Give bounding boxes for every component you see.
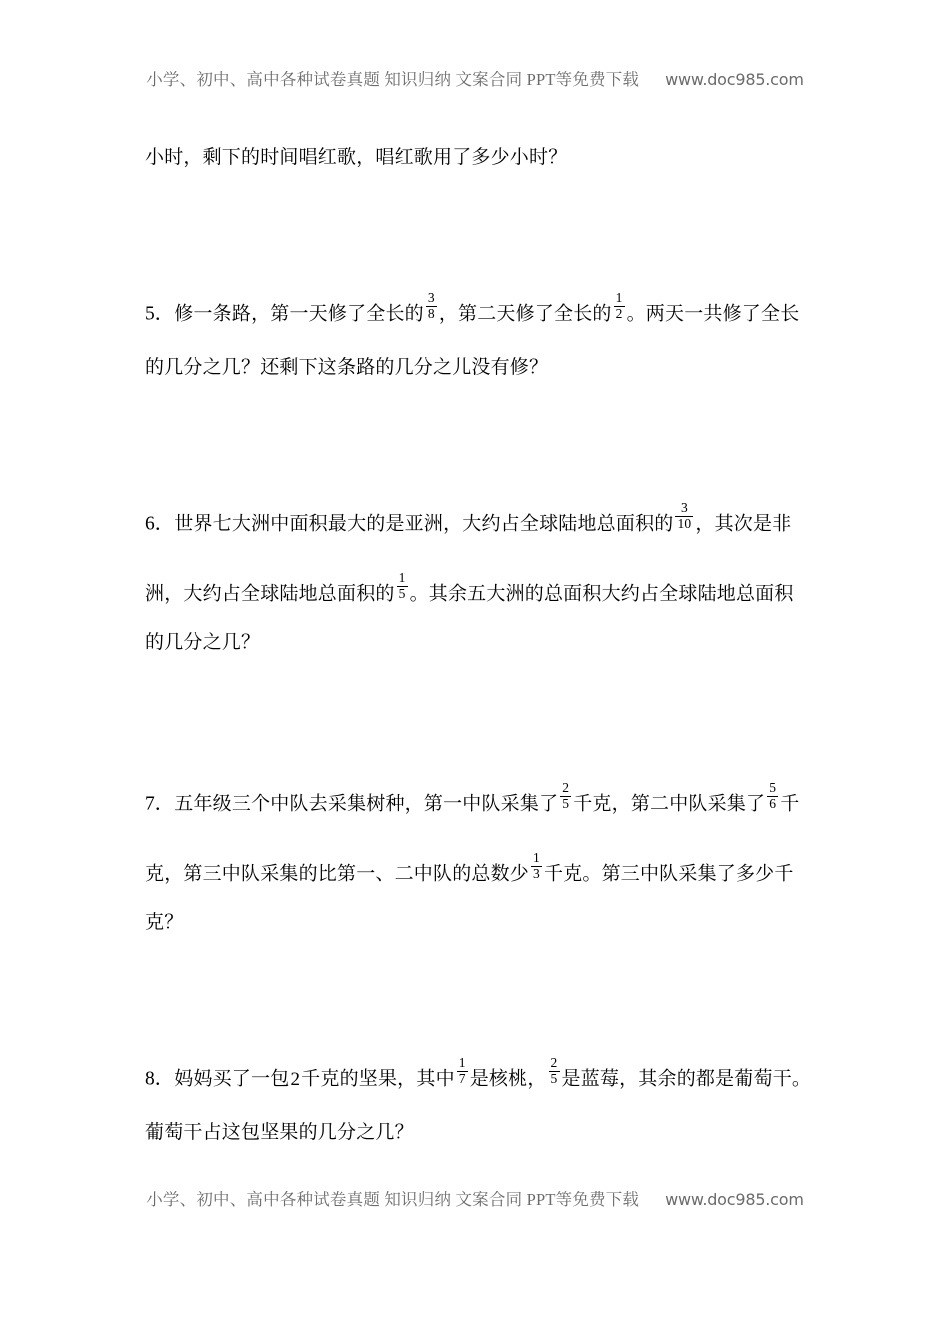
text-run: 葡萄干占这包坚果的几分之几？ bbox=[145, 1121, 414, 1143]
fraction-denominator: 6 bbox=[769, 796, 777, 812]
fraction-denominator: 8 bbox=[427, 306, 435, 322]
fraction-numerator: 3 bbox=[680, 500, 688, 516]
fraction bbox=[614, 291, 625, 321]
text-run: 修一条路，第一天修了全长的 bbox=[174, 302, 424, 325]
fraction-numerator: 1 bbox=[533, 850, 540, 866]
fraction bbox=[397, 571, 408, 601]
question-line bbox=[145, 850, 813, 890]
text-run: 千克。第三中队采集了多少千 bbox=[543, 862, 794, 885]
fraction-denominator: 2 bbox=[615, 306, 623, 322]
footer-watermark bbox=[0, 1186, 950, 1210]
fraction bbox=[560, 781, 571, 811]
fraction-numerator: 2 bbox=[550, 1055, 558, 1071]
text-run: 世界七大洲中面积最大的是亚洲，大约占全球陆地总面积的 bbox=[174, 512, 674, 535]
text-run: ，第二天修了全长的 bbox=[438, 302, 612, 325]
text-run: 的几分之几？还剩下这条路的几分之儿没有修？ bbox=[145, 356, 549, 378]
text-run: 五年级三个中队去采集树种，第一中队采集了 bbox=[174, 792, 559, 815]
text-run: 妈妈买了一包 bbox=[174, 1067, 290, 1090]
text-run: 千克的坚果，其中 bbox=[301, 1067, 455, 1090]
text-run: 是蓝莓，其余的都是葡萄干。 bbox=[561, 1067, 812, 1090]
question-line bbox=[145, 907, 813, 938]
watermark-text: 小学、初中、高中各种试卷真题 知识归纳 文案合同 PPT等免费下载 bbox=[146, 70, 640, 89]
header-watermark bbox=[0, 66, 950, 90]
fraction-denominator: 5 bbox=[398, 586, 406, 602]
fraction-numerator: 5 bbox=[769, 780, 777, 796]
fraction bbox=[675, 501, 693, 531]
fraction bbox=[767, 781, 778, 811]
text-run: 克？ bbox=[145, 911, 184, 933]
fraction-denominator: 5 bbox=[562, 796, 570, 812]
fraction-denominator: 5 bbox=[550, 1071, 558, 1087]
question-line bbox=[145, 290, 813, 330]
question-number: 8． bbox=[145, 1068, 175, 1090]
question-number: 7． bbox=[145, 793, 175, 815]
fraction-numerator: 1 bbox=[398, 570, 406, 586]
watermark-text: 小学、初中、高中各种试卷真题 知识归纳 文案合同 PPT等免费下载 bbox=[146, 1190, 640, 1209]
text-run: 。两天一共修了全长 bbox=[626, 302, 800, 325]
watermark-url: www.doc985.com bbox=[665, 1190, 804, 1209]
fraction-denominator: 7 bbox=[458, 1071, 466, 1087]
fraction-numerator: 3 bbox=[427, 290, 435, 306]
text-run: 千 bbox=[780, 792, 800, 815]
question-number: 6． bbox=[145, 513, 175, 535]
question-line bbox=[145, 352, 813, 383]
question-line bbox=[145, 627, 813, 658]
inline-number: 2 bbox=[290, 1068, 301, 1090]
text-run: 。其余五大洲的总面积大约占全球陆地总面积 bbox=[409, 582, 794, 605]
question-line bbox=[145, 570, 813, 610]
fraction-denominator: 3 bbox=[533, 866, 540, 882]
fraction-numerator: 1 bbox=[458, 1055, 466, 1071]
question-number: 5． bbox=[145, 303, 175, 325]
question-line bbox=[145, 1055, 813, 1095]
question-line bbox=[145, 1117, 813, 1148]
text-run: 千克，第二中队采集了 bbox=[573, 792, 766, 815]
fraction-numerator: 2 bbox=[562, 780, 570, 796]
fraction bbox=[426, 291, 437, 321]
text-run: 克，第三中队采集的比第一、二中队的总数少 bbox=[145, 862, 530, 885]
question-line bbox=[145, 780, 813, 820]
fraction bbox=[531, 851, 542, 881]
text-run: 小时，剩下的时间唱红歌，唱红歌用了多少小时？ bbox=[145, 146, 568, 168]
question-line bbox=[145, 500, 813, 540]
fraction-numerator: 1 bbox=[615, 290, 623, 306]
fraction-denominator: 10 bbox=[677, 516, 692, 532]
fraction bbox=[457, 1056, 468, 1086]
text-run: 是核桃， bbox=[469, 1067, 547, 1090]
fraction bbox=[549, 1056, 560, 1086]
text-run: ，其次是非 bbox=[695, 512, 792, 535]
continuation-line bbox=[145, 142, 813, 173]
watermark-url: www.doc985.com bbox=[665, 70, 804, 89]
text-run: 的几分之几？ bbox=[145, 631, 261, 653]
text-run: 洲，大约占全球陆地总面积的 bbox=[145, 582, 395, 605]
